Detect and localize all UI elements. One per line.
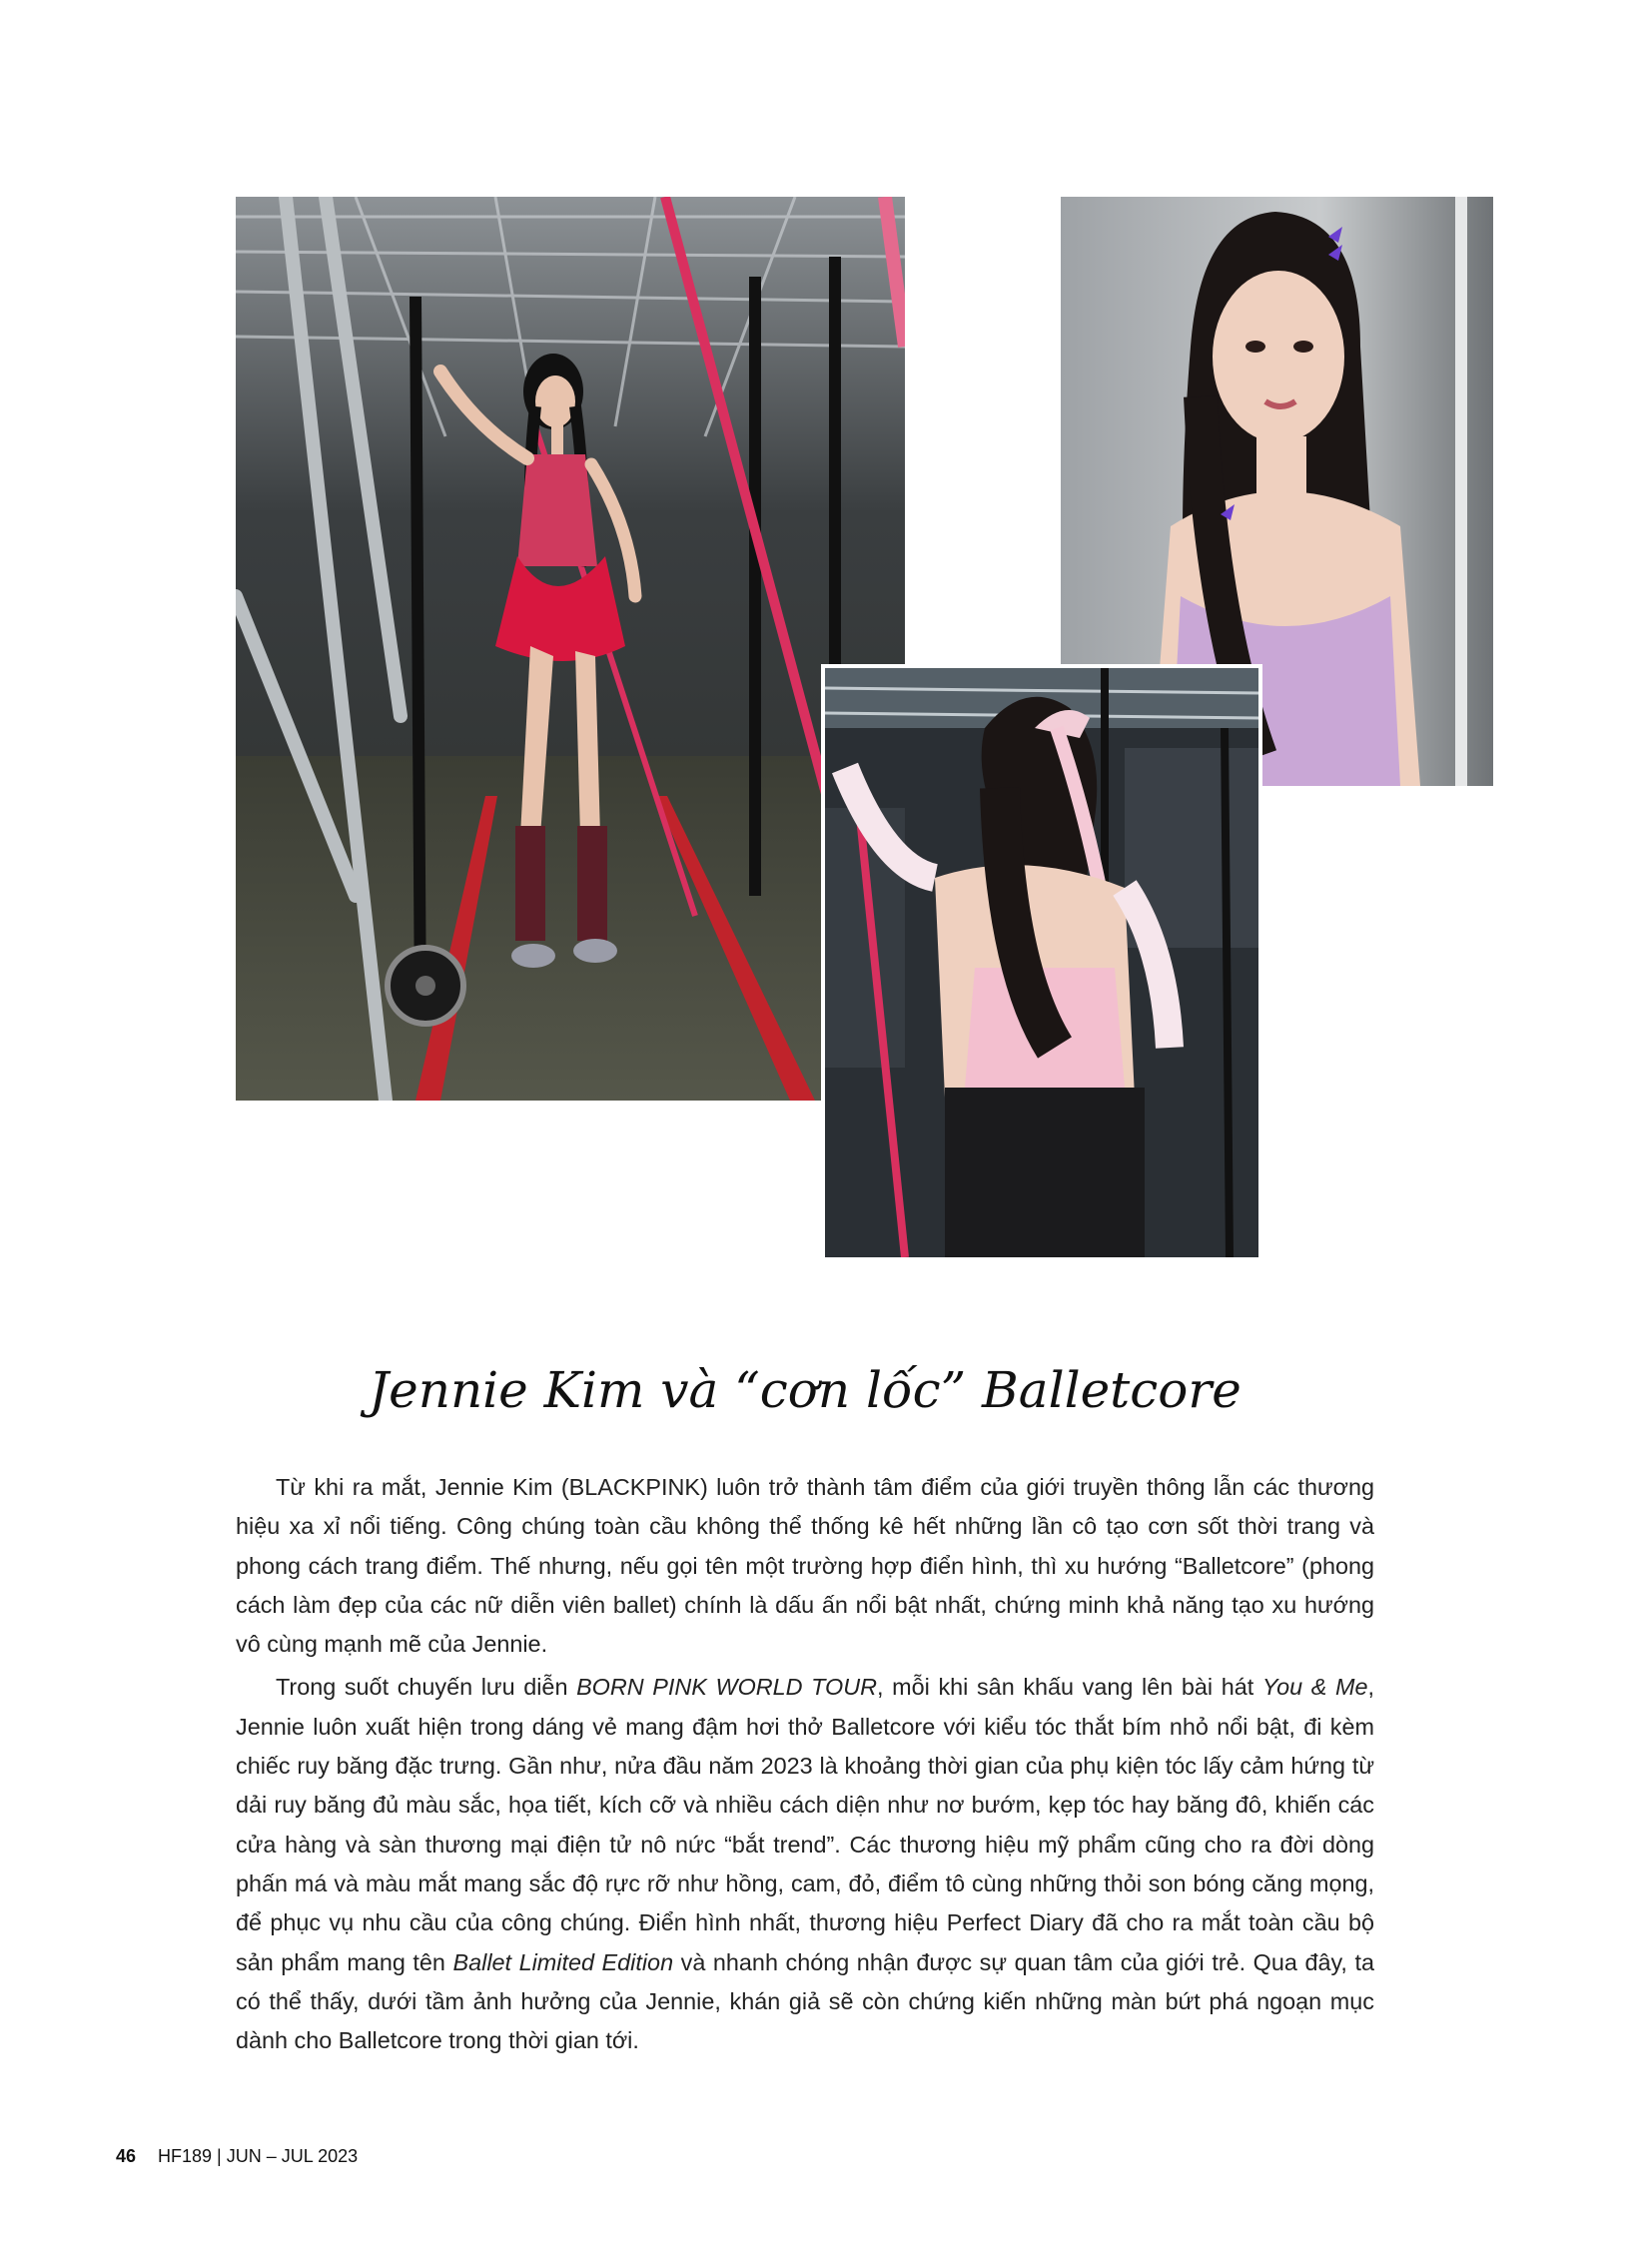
- article-paragraph-1: Từ khi ra mắt, Jennie Kim (BLACKPINK) luôn trở thành tâm điểm của giới truyền thông lẫn các thương hiệu xa xỉ nổi tiếng. Công chúng toàn cầu không thể thống kê hết những lần cô tạo cơn sốt thời trang và phong cách trang điểm. Thế nhưng, nếu gọi tên một trường hợp điển hình, thì xu hướng “Balletcore” (phong cách làm đẹp của các nữ diễn viên ballet) chính là dấu ấn nổi bật nhất, chứng minh khả năng tạo xu hướng vô cùng mạnh mẽ của Jennie.: [236, 1474, 1374, 1658]
- page-footer: [116, 2146, 358, 2167]
- product-name: Ballet Limited Edition: [452, 1948, 674, 1975]
- p2-mid1: , mỗi khi sân khấu vang lên bài hát: [877, 1674, 1262, 1701]
- p2-intro: Trong suốt chuyến lưu diễn: [276, 1674, 577, 1701]
- photo-backstage-pink-outfit: [236, 197, 905, 1101]
- tour-name: BORN PINK WORLD TOUR: [576, 1674, 878, 1701]
- issue-info: HF189 | JUN – JUL 2023: [158, 2146, 359, 2166]
- article-body: [236, 1468, 1374, 2060]
- article-title: Jennie Kim và “cơn lốc” Balletcore: [369, 1361, 1241, 1419]
- page-number: 46: [116, 2146, 137, 2166]
- p2-end: và nhanh chóng nhận được sự quan tâm của giới trẻ. Qua đây, ta có thể thấy, dưới tầm ảnh hưởng của Jennie, khán giả sẽ còn chứng kiến những màn bứt phá ngoạn mục dành cho Balletcore trong thời gian tới.: [236, 1948, 1374, 2054]
- photo-backstage-ribbon-ponytail: [825, 668, 1258, 1257]
- song-name: You & Me: [1261, 1674, 1368, 1701]
- article-paragraph-2: [236, 1668, 1374, 2060]
- p2-mid2: , Jennie luôn xuất hiện trong dáng vẻ mang đậm hơi thở Balletcore với kiểu tóc thắt bím nhỏ nổi bật, đi kèm chiếc ruy băng đặc trưng. Gần như, nửa đầu năm 2023 là khoảng thời gian của phụ kiện tóc lấy cảm hứng từ dải ruy băng đủ màu sắc, họa tiết, kích cỡ và nhiều cách diện như nơ bướm, kẹp tóc hay băng đô, khiến các cửa hàng và sàn thương mại điện tử nô nức “bắt trend”. Các thương hiệu mỹ phẩm cũng cho ra đời dòng phấn má và màu mắt mang sắc độ rực rỡ như hồng, cam, đỏ, điểm tô cùng những thỏi son bóng căng mọng, để phục vụ nhu cầu của công chúng. Điển hình nhất, thương hiệu Perfect Diary đã cho ra mắt toàn cầu bộ sản phẩm mang tên: [236, 1674, 1374, 1975]
